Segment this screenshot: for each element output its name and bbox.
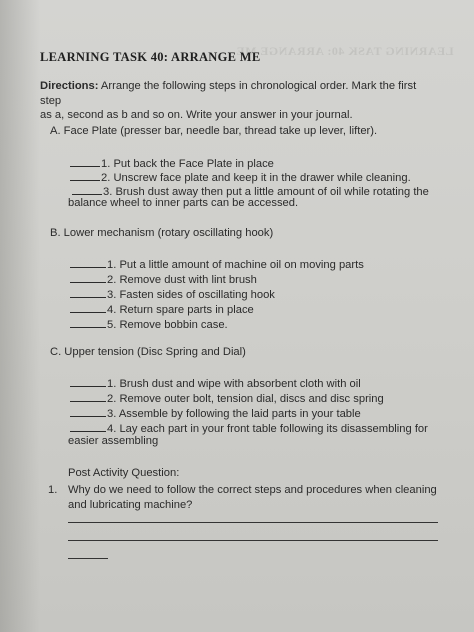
- section-a-heading: A. Face Plate (presser bar, needle bar, thread take up lever, lifter).: [50, 125, 378, 137]
- answer-blank[interactable]: [70, 256, 106, 268]
- section-a-continuation: balance wheel to inner parts can be accessed.: [68, 197, 299, 209]
- section-c-item-2: 2. Remove outer bolt, tension dial, discs and disc spring: [70, 390, 384, 405]
- bleed-through-text: LEARNING TASK 40: ARRANGE ME: [236, 44, 454, 58]
- question-line-2: and lubricating machine?: [68, 499, 193, 511]
- section-b-item-4: 4. Return spare parts in place: [70, 301, 254, 316]
- section-a-item-2: 2. Unscrew face plate and keep it in the drawer while cleaning.: [70, 169, 411, 184]
- directions-line-2: as a, second as b and so on. Write your answer in your journal.: [40, 109, 353, 121]
- section-b-item-2: 2. Remove dust with lint brush: [70, 271, 257, 286]
- section-a-item-1: 1. Put back the Face Plate in place: [70, 155, 274, 170]
- answer-blank[interactable]: [70, 316, 106, 328]
- directions: [40, 79, 440, 123]
- answer-blank[interactable]: [70, 301, 106, 313]
- section-c-item-3: 3. Assemble by following the laid parts in your table: [70, 405, 361, 420]
- answer-blank[interactable]: [70, 420, 106, 432]
- answer-blank[interactable]: [72, 183, 102, 195]
- question-number: 1.: [48, 484, 58, 496]
- section-c-continuation: easier assembling: [68, 435, 159, 447]
- answer-blank[interactable]: [70, 271, 106, 283]
- section-b-item-5: 5. Remove bobbin case.: [70, 316, 228, 331]
- section-c-item-4: 4. Lay each part in your front table following its disassembling for: [70, 420, 428, 435]
- section-a-item-3: 3. Brush dust away then put a little amount of oil while rotating the: [72, 183, 429, 198]
- answer-blank[interactable]: [70, 390, 106, 402]
- answer-blank[interactable]: [70, 155, 100, 167]
- answer-blank[interactable]: [70, 286, 106, 298]
- section-c-heading: C. Upper tension (Disc Spring and Dial): [50, 346, 246, 358]
- directions-line-1: Arrange the following steps in chronological order. Mark the first step: [40, 80, 417, 107]
- answer-line-1[interactable]: [68, 522, 438, 523]
- page-shadow: [0, 0, 40, 632]
- directions-label: Directions:: [40, 80, 99, 92]
- answer-blank[interactable]: [70, 375, 106, 387]
- post-activity-heading: Post Activity Question:: [68, 467, 180, 479]
- section-b-item-1: 1. Put a little amount of machine oil on moving parts: [70, 256, 364, 271]
- answer-blank[interactable]: [70, 405, 106, 417]
- question-line-1: Why do we need to follow the correct steps and procedures when cleaning: [68, 484, 437, 496]
- answer-blank[interactable]: [70, 169, 100, 181]
- section-b-item-3: 3. Fasten sides of oscillating hook: [70, 286, 275, 301]
- section-c-item-1: 1. Brush dust and wipe with absorbent cloth with oil: [70, 375, 361, 390]
- answer-line-2[interactable]: [68, 540, 438, 541]
- page-title: LEARNING TASK 40: ARRANGE ME: [40, 50, 261, 64]
- answer-line-3[interactable]: [68, 558, 108, 559]
- section-b-heading: B. Lower mechanism (rotary oscillating hook): [50, 227, 274, 239]
